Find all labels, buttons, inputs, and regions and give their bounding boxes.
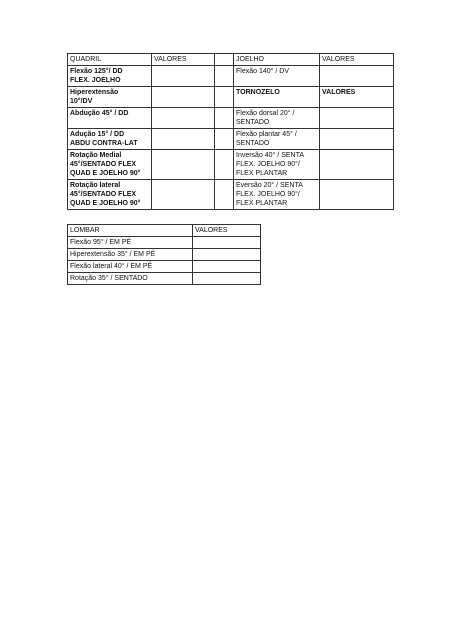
table-row	[68, 150, 394, 180]
value-cell	[320, 108, 394, 129]
header-joelho: JOELHO	[234, 54, 320, 66]
table-row	[68, 249, 261, 261]
spacer-cell	[215, 180, 234, 210]
movement-cell: Hiperextensão 35° / EM PÉ	[68, 249, 193, 261]
movement-cell: Inversão 40° / SENTA FLEX. JOELHO 90°/ FLEX PLANTAR	[234, 150, 320, 180]
table-row	[68, 261, 261, 273]
table-row	[68, 66, 394, 87]
value-cell	[193, 273, 261, 285]
table-row	[68, 237, 261, 249]
quadril-joelho-table	[67, 53, 394, 210]
movement-cell: Rotação lateral 45°/SENTADO FLEX QUAD E JOELHO 90°	[68, 180, 152, 210]
header-quadril: QUADRIL	[68, 54, 152, 66]
header-valores: VALORES	[320, 87, 394, 108]
spacer-cell	[215, 66, 234, 87]
value-cell	[152, 180, 215, 210]
header-tornozelo: TORNOZELO	[234, 87, 320, 108]
value-cell	[152, 87, 215, 108]
movement-cell: Flexão dorsal 20° / SENTADO	[234, 108, 320, 129]
table-row	[68, 129, 394, 150]
value-cell	[320, 66, 394, 87]
table-row	[68, 108, 394, 129]
value-cell	[152, 66, 215, 87]
table-row	[68, 180, 394, 210]
value-cell	[320, 180, 394, 210]
movement-cell: Abdução 45° / DD	[68, 108, 152, 129]
value-cell	[152, 129, 215, 150]
table-row	[68, 225, 261, 237]
movement-cell: Eversão 20° / SENTA FLEX. JOELHO 90°/ FLEX PLANTAR	[234, 180, 320, 210]
header-valores: VALORES	[193, 225, 261, 237]
table-row	[68, 273, 261, 285]
spacer-cell	[215, 150, 234, 180]
movement-cell: Flexão 140° / DV	[234, 66, 320, 87]
movement-cell: Flexão lateral 40° / EM PÉ	[68, 261, 193, 273]
value-cell	[193, 237, 261, 249]
value-cell	[152, 150, 215, 180]
spacer-cell	[215, 87, 234, 108]
table-row	[68, 54, 394, 66]
value-cell	[152, 108, 215, 129]
movement-cell: Rotação Medial 45°/SENTADO FLEX QUAD E JOELHO 90°	[68, 150, 152, 180]
value-cell	[320, 129, 394, 150]
value-cell	[320, 150, 394, 180]
value-cell	[193, 249, 261, 261]
movement-cell: Adução 15° / DD ABDU CONTRA-LAT	[68, 129, 152, 150]
spacer-cell	[215, 54, 234, 66]
movement-cell: Flexão plantar 45° / SENTADO	[234, 129, 320, 150]
header-lombar: LOMBAR	[68, 225, 193, 237]
movement-cell: Hiperextensão 10°/DV	[68, 87, 152, 108]
spacer-cell	[215, 108, 234, 129]
movement-cell: Flexão 95° / EM PÉ	[68, 237, 193, 249]
movement-cell: Flexão 125°/ DD FLEX. JOELHO	[68, 66, 152, 87]
lombar-table	[67, 224, 261, 285]
header-valores: VALORES	[320, 54, 394, 66]
spacer-cell	[215, 129, 234, 150]
movement-cell: Rotação 35° / SENTADO	[68, 273, 193, 285]
header-valores: VALORES	[152, 54, 215, 66]
table-row	[68, 87, 394, 108]
value-cell	[193, 261, 261, 273]
